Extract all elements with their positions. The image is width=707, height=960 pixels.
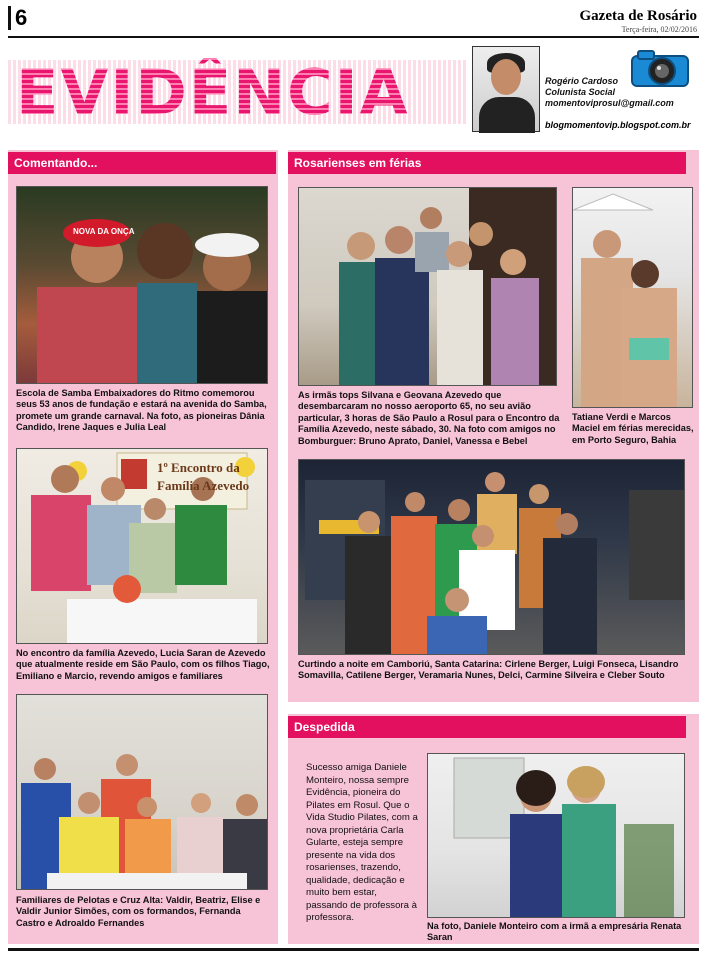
caption-daniele: Na foto, Daniele Monteiro com a irmã a empresária Renata Saran xyxy=(427,921,682,943)
photo-pelotas xyxy=(16,694,268,890)
caption-pelotas: Familiares de Pelotas e Cruz Alta: Valdir, Beatriz, Elise e Valdir Junior Simões, com os formandos, Fernanda Castro e Adroaldo Fernandes xyxy=(16,895,261,928)
hat-text: NOVA DA ONÇA xyxy=(73,227,135,236)
section-ferias: Rosarienses em férias xyxy=(288,152,686,174)
columnist-role: Colunista Social xyxy=(545,87,616,97)
banner-text: 1º Encontro da Família Azevedo xyxy=(157,460,250,493)
section-despedida: Despedida xyxy=(288,716,686,738)
caption-azevedo: No encontro da família Azevedo, Lucia Saran de Azevedo que atualmente reside em São Paulo, com os filhos Tiago, Emiliano e Marcio, revendo amigos e familiares xyxy=(16,648,270,681)
bottom-rule xyxy=(8,948,699,951)
section-comentando: Comentando... xyxy=(8,152,276,174)
page-number: 6 xyxy=(8,6,27,30)
despedida-text: Sucesso amiga Daniele Monteiro, nossa sempre Evidência, pioneira do Pilates em Rosul. Que o Vida Studio Pilates, com a nova proprietária Carla Gularte, esteja sempre presente na vida dos rosarienses, trazendo, qualidade, dedicação e muito bem estar, passando de professora à professora. xyxy=(306,762,418,923)
photo-irmas xyxy=(298,187,557,386)
columnist-email: momentoviprosul@gmail.com xyxy=(545,98,674,108)
masthead-title: EVIDÊNCIA xyxy=(16,56,410,129)
caption-irmas: As irmãs tops Silvana e Geovana Azevedo que desembarcaram no nosso aeroporto 65, no seu avião particular, 3 horas de São Paulo a Rosul para o Encontro da Família Azevedo, neste sábado, 30. Na foto com amigos no Bomburguer: Bruno Aprato, Daniel, Vanessa e Bebel xyxy=(298,390,560,446)
photo-azevedo xyxy=(16,448,268,644)
camera-icon xyxy=(628,46,694,90)
photo-samba xyxy=(16,186,268,384)
caption-camboriu: Curtindo a noite em Camboriú, Santa Catarina: Cirlene Berger, Luigi Fonseca, Lisandro Somavilla, Catilene Berger, Veramaria Nunes, Delci, Carmine Silveira e Cleber Souto xyxy=(298,659,679,681)
newspaper-name xyxy=(580,8,697,34)
photo-daniele xyxy=(427,753,685,918)
columnist-photo xyxy=(472,46,540,132)
photo-camboriu xyxy=(298,459,685,655)
columnist-blog: blogmomentovip.blogspot.com.br xyxy=(545,120,691,130)
photo-tatiane xyxy=(572,187,693,408)
caption-tatiane: Tatiane Verdi e Marcos Maciel em férias merecidas, em Porto Seguro, Bahia xyxy=(572,412,694,445)
caption-samba: Escola de Samba Embaixadores do Ritmo comemorou seus 53 anos de fundação e estará na avenida do Samba, promete um grande carnaval. Na foto, as pioneiras Dânia Candido, Irene Jaques e Julia Leal xyxy=(16,388,267,433)
newspaper-title: Gazeta de Rosário xyxy=(579,8,697,24)
columnist-name: Rogério Cardoso xyxy=(545,76,619,86)
issue-date: Terça-feira, 02/02/2016 xyxy=(621,25,697,34)
top-rule xyxy=(8,36,699,38)
